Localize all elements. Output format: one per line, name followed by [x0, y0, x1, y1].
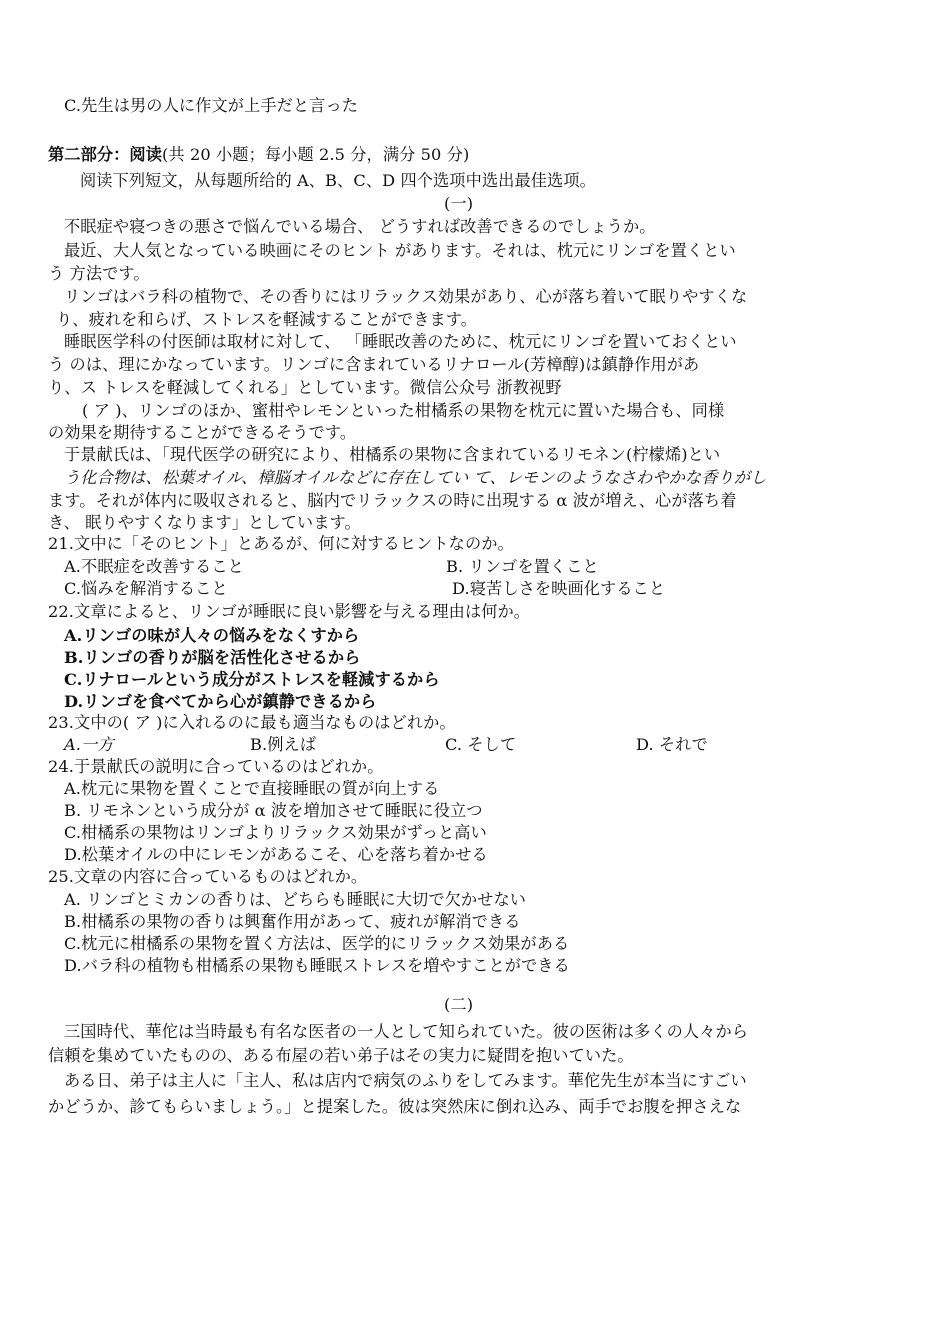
passage-1-line: の効果を期待することができるそうです。: [48, 423, 357, 442]
question-24-option-c: C.柑橘系の果物はリンゴよりリラックス効果がずっと高い: [64, 823, 487, 842]
question-24-option-d: D.松葉オイルの中にレモンがあるこそ、心を落ち着かせる: [64, 845, 488, 864]
question-21-option-d: D.寝苦しさを映画化すること: [452, 579, 666, 598]
passage-1-line: 睡眠医学科の付医師は取材に対して、 「睡眠改善のために、枕元にリンゴを置いておくとい: [64, 332, 737, 351]
question-21-option-a: A.不眠症を改善すること: [64, 557, 244, 576]
question-23-stem: 23.文中の( ア )に入れるのに最も適当なものはどれか。: [48, 713, 456, 732]
question-21-option-b: B. リンゴを置くこと: [446, 557, 599, 576]
passage-2-line: ある日、弟子は主人に「主人、私は店内で病気のふりをしてみます。華佗先生が本当にすごい: [64, 1071, 747, 1090]
question-23-option-b: B.例えば: [250, 735, 317, 754]
passage-1-line: 不眠症や寝つきの悪さで悩んでいる場合、 どうすれば改善できるのでしょうか。: [64, 217, 656, 236]
passage-1-line: り、ス トレスを軽減してくれる」としています。微信公众号 浙教视野: [48, 378, 562, 397]
question-22-option-a: A.リンゴの味が人々の悩みをなくすから: [64, 626, 360, 645]
section-heading: [48, 144, 469, 166]
question-22-option-c: C.リナロールという成分がストレスを軽減するから: [64, 670, 440, 689]
prev-question-option-c: C.先生は男の人に作文が上手だと言った: [64, 96, 359, 115]
passage-1-line: 于景献氏は、「現代医学の研究により、柑橘系の果物に含まれているリモネン(柠檬烯)とい: [64, 445, 721, 464]
passage-2-line: かどうか、診てもらいましょう。」と提案した。彼は突然床に倒れ込み、両手でお腹を押さえな: [48, 1097, 742, 1116]
question-23-option-c: C. そして: [445, 735, 517, 754]
question-22-stem: 22.文章によると、リンゴが睡眠に良い影響を与える理由は何か。: [48, 602, 531, 621]
question-25-option-d: D.バラ科の植物も柑橘系の果物も睡眠ストレスを増やすことができる: [64, 956, 570, 975]
passage-2-line: 信頼を集めていたものの、ある布屋の若い弟子はその実力に疑問を抱いていた。: [48, 1046, 634, 1065]
section-instruction: 阅读下列短文，从每题所给的 A、B、C、D 四个选项中选出最佳选项。: [80, 171, 596, 190]
section-heading-title: 第二部分：阅读: [48, 145, 163, 164]
question-21-stem: 21.文中に「そのヒント」とあるが、何に対するヒントなのか。: [48, 534, 514, 553]
passage-1-line: 最近、大人気となっている映画にそのヒント があります。それは、枕元にリンゴを置くとい: [64, 241, 736, 260]
question-25-stem: 25.文章の内容に合っているものはどれか。: [48, 867, 368, 886]
question-24-stem: 24.于景献氏の説明に合っているのはどれか。: [48, 757, 384, 776]
question-21-option-c: C.悩みを解消すること: [64, 579, 228, 598]
question-23-option-d: D. それで: [636, 735, 708, 754]
passage-1-line: ( ア )、リンゴのほか、蜜柑やレモンといった柑橘系の果物を枕元に置いた場合も、同様: [82, 401, 725, 420]
passage-1-line: う のは、理にかなっています。リンゴに含まれているリナロール(芳樟醇)は鎮静作用があ: [48, 355, 700, 374]
passage-1-line: ます。それが体内に吸収されると、脳内でリラックスの時に出現する α 波が増え、心が落ち着: [48, 491, 737, 510]
passage-2-line: 三国時代、華佗は当時最も有名な医者の一人として知られていた。彼の医術は多くの人々から: [64, 1022, 749, 1041]
passage-1-line: リンゴはバラ科の植物で、その香りにはリラックス効果があり、心が落ち着いて眠りやすくな: [64, 287, 748, 306]
passage-2-number: (二): [444, 995, 474, 1014]
question-22-option-d: D.リンゴを食べてから心が鎮静できるから: [64, 692, 377, 711]
passage-1-line: う化合物は、松葉オイル、樟脳オイルなどに存在してい て、レモンのようなさわやかな香りがし: [64, 468, 767, 487]
question-25-option-c: C.枕元に柑橘系の果物を置く方法は、医学的にリラックス効果がある: [64, 934, 570, 953]
section-heading-scoring: (共 20 小题；每小题 2.5 分，满分 50 分): [162, 145, 470, 164]
question-24-option-a: A.枕元に果物を置くことで直接睡眠の質が向上する: [64, 779, 440, 798]
question-22-option-b: B.リンゴの香りが脳を活性化させるから: [64, 648, 361, 667]
passage-1-line: う 方法です。: [48, 264, 150, 283]
question-25-option-b: B.柑橘系の果物の香りは興奮作用があって、疲れが解消できる: [64, 912, 521, 931]
passage-1-line: り、疲れを和らげ、ストレスを軽減することができます。: [56, 310, 478, 329]
question-23-option-a: A.一方: [64, 735, 114, 754]
question-25-option-a: A. リンゴとミカンの香りは、どちらも睡眠に大切で欠かせない: [64, 890, 527, 909]
passage-1-number: (一): [444, 194, 474, 213]
passage-1-line: き、 眠りやすくなります」としています。: [48, 513, 361, 532]
question-24-option-b: B. リモネンという成分が α 波を増加させて睡眠に役立つ: [64, 801, 483, 820]
